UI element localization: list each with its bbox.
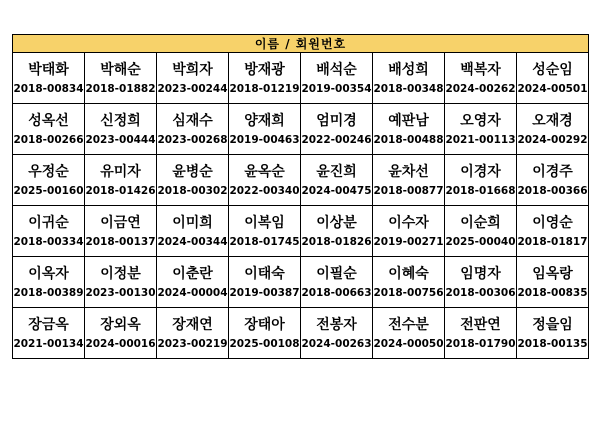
member-cell xyxy=(301,206,373,257)
member-cell xyxy=(13,155,85,206)
member-number: 2018-00488 xyxy=(373,133,444,146)
member-cell xyxy=(157,104,229,155)
member-cell xyxy=(517,308,589,359)
member-name: 심재수 xyxy=(172,112,213,129)
member-cell xyxy=(85,257,157,308)
member-cell xyxy=(373,257,445,308)
member-cell xyxy=(157,53,229,104)
member-cell xyxy=(445,308,517,359)
member-name: 이정분 xyxy=(100,265,141,282)
member-number: 2021-00113 xyxy=(445,133,516,146)
member-number: 2023-00268 xyxy=(157,133,228,146)
header-row xyxy=(13,35,589,53)
member-number: 2018-01219 xyxy=(229,82,300,95)
member-name: 박태화 xyxy=(28,61,69,78)
member-number: 2018-00306 xyxy=(445,286,516,299)
member-number: 2025-00108 xyxy=(229,337,300,350)
table-header: 이름 / 회원번호 xyxy=(13,35,589,53)
member-name: 박희자 xyxy=(172,61,213,78)
member-name: 윤옥순 xyxy=(244,163,285,180)
member-cell xyxy=(517,53,589,104)
member-number: 2018-01817 xyxy=(517,235,588,248)
member-number: 2019-00463 xyxy=(229,133,300,146)
member-cell xyxy=(301,104,373,155)
member-cell xyxy=(445,257,517,308)
member-number: 2024-00292 xyxy=(517,133,588,146)
member-cell xyxy=(85,155,157,206)
member-name: 배석순 xyxy=(316,61,357,78)
member-cell xyxy=(517,155,589,206)
member-cell xyxy=(229,104,301,155)
member-name: 이금연 xyxy=(100,214,141,231)
member-name: 성순임 xyxy=(532,61,573,78)
member-number: 2018-01882 xyxy=(85,82,156,95)
member-name: 전수분 xyxy=(388,316,429,333)
member-name: 이귀순 xyxy=(28,214,69,231)
member-number: 2023-00219 xyxy=(157,337,228,350)
member-name: 이경주 xyxy=(532,163,573,180)
member-name: 성옥선 xyxy=(28,112,69,129)
member-name: 장태아 xyxy=(244,316,285,333)
member-number: 2024-00501 xyxy=(517,82,588,95)
member-number: 2018-00137 xyxy=(85,235,156,248)
member-table xyxy=(12,34,589,359)
member-name: 이태숙 xyxy=(244,265,285,282)
member-name: 신정희 xyxy=(100,112,141,129)
member-name: 우정순 xyxy=(28,163,69,180)
member-cell xyxy=(373,104,445,155)
member-number: 2024-00263 xyxy=(301,337,372,350)
member-cell xyxy=(13,257,85,308)
member-name: 이영순 xyxy=(532,214,573,231)
member-number: 2018-00877 xyxy=(373,184,444,197)
member-number: 2018-00756 xyxy=(373,286,444,299)
table-body xyxy=(13,53,589,359)
member-name: 임명자 xyxy=(460,265,501,282)
member-cell xyxy=(157,206,229,257)
member-number: 2018-00348 xyxy=(373,82,444,95)
member-name: 이혜숙 xyxy=(388,265,429,282)
member-number: 2018-00663 xyxy=(301,286,372,299)
member-number: 2024-00016 xyxy=(85,337,156,350)
member-number: 2018-00835 xyxy=(517,286,588,299)
member-name: 유미자 xyxy=(100,163,141,180)
member-number: 2018-01426 xyxy=(85,184,156,197)
member-name: 양재희 xyxy=(244,112,285,129)
member-cell xyxy=(13,53,85,104)
table-row xyxy=(13,104,589,155)
member-number: 2018-00334 xyxy=(13,235,84,248)
member-number: 2018-01790 xyxy=(445,337,516,350)
member-name: 이경자 xyxy=(460,163,501,180)
member-name: 이상분 xyxy=(316,214,357,231)
member-cell xyxy=(13,104,85,155)
member-number: 2025-00040 xyxy=(445,235,516,248)
member-cell xyxy=(85,206,157,257)
member-sheet xyxy=(12,34,589,359)
member-cell xyxy=(373,155,445,206)
member-cell xyxy=(301,308,373,359)
member-name: 윤병순 xyxy=(172,163,213,180)
member-number: 2018-00366 xyxy=(517,184,588,197)
member-name: 오재경 xyxy=(532,112,573,129)
member-name: 오영자 xyxy=(460,112,501,129)
member-cell xyxy=(517,104,589,155)
member-name: 백복자 xyxy=(460,61,501,78)
member-number: 2024-00050 xyxy=(373,337,444,350)
member-name: 예판남 xyxy=(388,112,429,129)
member-cell xyxy=(229,308,301,359)
member-number: 2025-00160 xyxy=(13,184,84,197)
member-number: 2024-00262 xyxy=(445,82,516,95)
member-name: 배성희 xyxy=(388,61,429,78)
member-number: 2024-00004 xyxy=(157,286,228,299)
member-name: 이순희 xyxy=(460,214,501,231)
member-name: 엄미경 xyxy=(316,112,357,129)
member-name: 윤진희 xyxy=(316,163,357,180)
member-name: 임옥랑 xyxy=(532,265,573,282)
member-cell xyxy=(301,257,373,308)
member-cell xyxy=(229,206,301,257)
member-cell xyxy=(445,104,517,155)
member-number: 2021-00134 xyxy=(13,337,84,350)
member-number: 2018-00834 xyxy=(13,82,84,95)
member-number: 2023-00444 xyxy=(85,133,156,146)
table-row xyxy=(13,206,589,257)
member-name: 이미희 xyxy=(172,214,213,231)
member-cell xyxy=(445,206,517,257)
member-name: 정을임 xyxy=(532,316,573,333)
member-cell xyxy=(85,104,157,155)
member-number: 2019-00271 xyxy=(373,235,444,248)
member-number: 2024-00475 xyxy=(301,184,372,197)
member-number: 2018-01826 xyxy=(301,235,372,248)
member-cell xyxy=(13,206,85,257)
member-cell xyxy=(445,155,517,206)
member-name: 박해순 xyxy=(100,61,141,78)
member-cell xyxy=(157,308,229,359)
member-name: 전봉자 xyxy=(316,316,357,333)
member-cell xyxy=(229,257,301,308)
member-number: 2019-00387 xyxy=(229,286,300,299)
member-cell xyxy=(85,308,157,359)
member-cell xyxy=(517,257,589,308)
member-name: 장재연 xyxy=(172,316,213,333)
member-cell xyxy=(157,155,229,206)
member-number: 2018-01668 xyxy=(445,184,516,197)
member-cell xyxy=(229,155,301,206)
member-name: 장외옥 xyxy=(100,316,141,333)
member-cell xyxy=(373,53,445,104)
member-number: 2022-00246 xyxy=(301,133,372,146)
member-cell xyxy=(301,155,373,206)
member-cell xyxy=(445,53,517,104)
member-name: 방재광 xyxy=(244,61,285,78)
member-cell xyxy=(373,308,445,359)
member-name: 이춘란 xyxy=(172,265,213,282)
member-name: 이옥자 xyxy=(28,265,69,282)
member-number: 2022-00340 xyxy=(229,184,300,197)
member-number: 2018-00389 xyxy=(13,286,84,299)
member-number: 2019-00354 xyxy=(301,82,372,95)
member-cell xyxy=(229,53,301,104)
member-cell xyxy=(373,206,445,257)
table-row xyxy=(13,308,589,359)
member-number: 2023-00130 xyxy=(85,286,156,299)
member-number: 2018-00135 xyxy=(517,337,588,350)
table-row xyxy=(13,53,589,104)
table-row xyxy=(13,155,589,206)
member-name: 이필순 xyxy=(316,265,357,282)
member-name: 이수자 xyxy=(388,214,429,231)
member-number: 2018-00302 xyxy=(157,184,228,197)
member-name: 윤차선 xyxy=(388,163,429,180)
member-name: 장금옥 xyxy=(28,316,69,333)
member-cell xyxy=(301,53,373,104)
table-row xyxy=(13,257,589,308)
member-number: 2018-00266 xyxy=(13,133,84,146)
member-cell xyxy=(157,257,229,308)
member-cell xyxy=(85,53,157,104)
member-cell xyxy=(13,308,85,359)
member-number: 2023-00244 xyxy=(157,82,228,95)
member-name: 이복임 xyxy=(244,214,285,231)
member-cell xyxy=(517,206,589,257)
member-number: 2018-01745 xyxy=(229,235,300,248)
member-name: 전판연 xyxy=(460,316,501,333)
member-number: 2024-00344 xyxy=(157,235,228,248)
